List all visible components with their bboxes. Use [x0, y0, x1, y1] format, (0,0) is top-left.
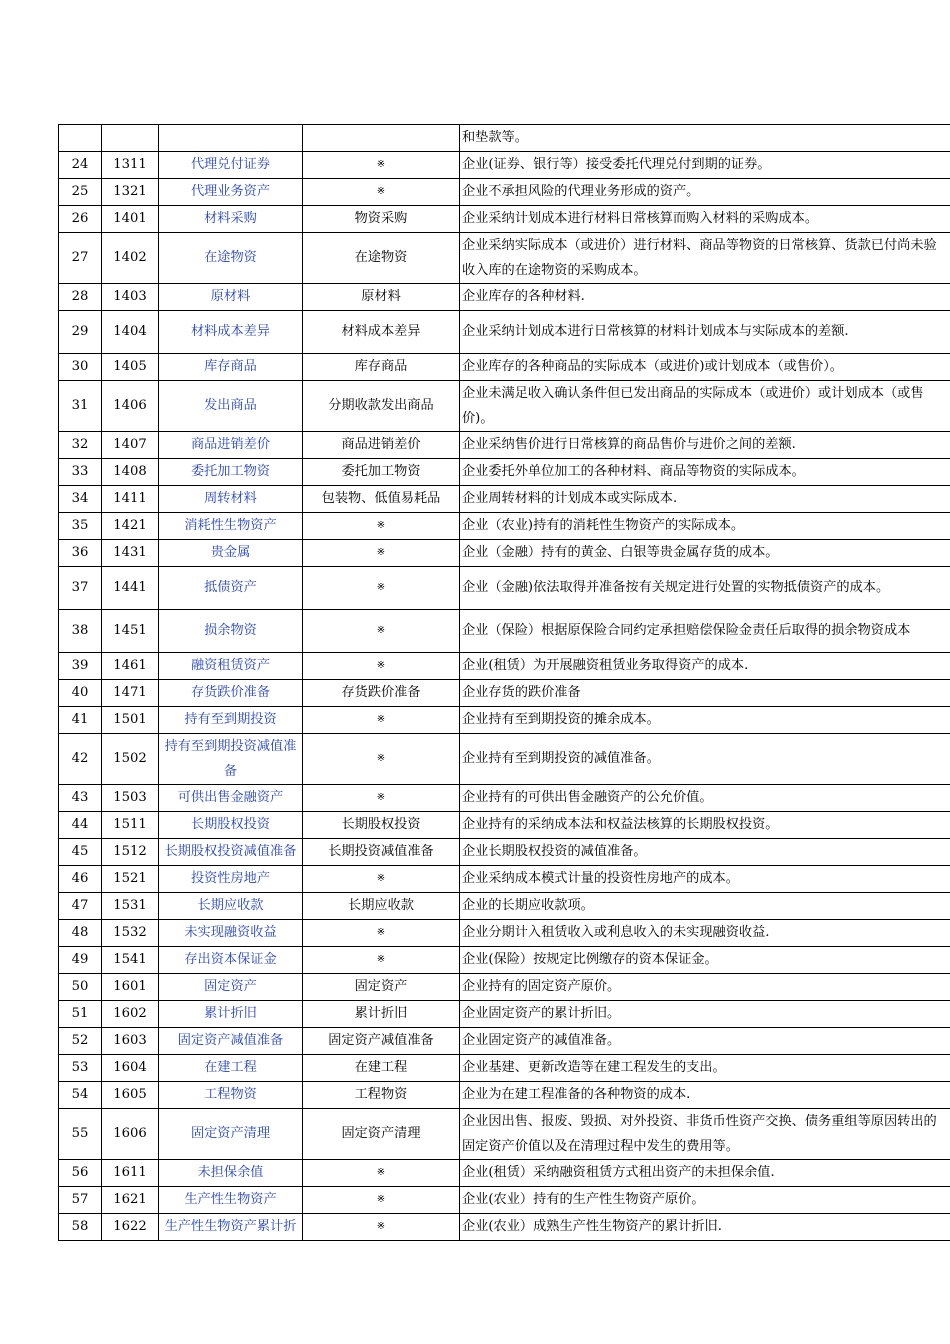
account-description: 企业持有至到期投资的摊余成本。 [460, 707, 950, 734]
account-name: 抵债资产 [159, 567, 303, 610]
row-number: 56 [59, 1160, 102, 1187]
account-name: 代理兑付证券 [159, 152, 303, 179]
account-code: 1451 [102, 610, 159, 653]
account-description: 企业(保险）按规定比例缴存的资本保证金。 [460, 947, 950, 974]
account-name: 存货跌价准备 [159, 680, 303, 707]
account-name: 持有至到期投资 [159, 707, 303, 734]
account-code: 1503 [102, 785, 159, 812]
old-account-name: ※ [303, 734, 460, 785]
account-code: 1603 [102, 1028, 159, 1055]
old-account-name: 长期股权投资 [303, 812, 460, 839]
old-account-name: 库存商品 [303, 354, 460, 381]
account-name [159, 125, 303, 152]
account-name: 在建工程 [159, 1055, 303, 1082]
account-name: 工程物资 [159, 1082, 303, 1109]
account-description: 企业委托外单位加工的各种材料、商品等物资的实际成本。 [460, 459, 950, 486]
account-description: 企业库存的各种材料. [460, 284, 950, 311]
account-name: 发出商品 [159, 381, 303, 432]
account-code: 1602 [102, 1001, 159, 1028]
row-number: 48 [59, 920, 102, 947]
account-code: 1604 [102, 1055, 159, 1082]
account-description: 企业固定资产的减值准备。 [460, 1028, 950, 1055]
old-account-name: ※ [303, 567, 460, 610]
old-account-name: ※ [303, 610, 460, 653]
table-row [59, 866, 950, 893]
account-name: 固定资产清理 [159, 1109, 303, 1160]
account-description: 企业库存的各种商品的实际成本（或进价)或计划成本（或售价）。 [460, 354, 950, 381]
account-description: 企业长期股权投资的减值准备。 [460, 839, 950, 866]
row-number: 41 [59, 707, 102, 734]
account-code: 1501 [102, 707, 159, 734]
old-account-name: 包装物、低值易耗品 [303, 486, 460, 513]
account-description: 和垫款等。 [460, 125, 950, 152]
table-row [59, 486, 950, 513]
old-account-name: 商品进销差价 [303, 432, 460, 459]
table-row [59, 785, 950, 812]
table-row [59, 920, 950, 947]
account-name: 固定资产 [159, 974, 303, 1001]
old-account-name: 在建工程 [303, 1055, 460, 1082]
row-number: 35 [59, 513, 102, 540]
row-number: 57 [59, 1187, 102, 1214]
account-code: 1321 [102, 179, 159, 206]
old-account-name: 固定资产清理 [303, 1109, 460, 1160]
row-number: 58 [59, 1214, 102, 1241]
account-code: 1621 [102, 1187, 159, 1214]
account-code: 1606 [102, 1109, 159, 1160]
old-account-name: 长期投资减值准备 [303, 839, 460, 866]
account-code: 1511 [102, 812, 159, 839]
old-account-name: ※ [303, 653, 460, 680]
account-description: 企业存货的跌价准备 [460, 680, 950, 707]
account-name: 投资性房地产 [159, 866, 303, 893]
account-description: 企业（金融）持有的黄金、白银等贵金属存货的成本。 [460, 540, 950, 567]
row-number: 53 [59, 1055, 102, 1082]
account-code: 1403 [102, 284, 159, 311]
table-row [59, 1001, 950, 1028]
table-row [59, 1055, 950, 1082]
row-number: 47 [59, 893, 102, 920]
accounts-table [58, 124, 950, 1241]
account-description: 企业采纳实际成本（或进价）进行材料、商品等物资的日常核算、货款已付尚未验收入库的在途物资的采购成本。 [460, 233, 950, 284]
account-code: 1471 [102, 680, 159, 707]
row-number: 32 [59, 432, 102, 459]
old-account-name: ※ [303, 179, 460, 206]
account-name: 可供出售金融资产 [159, 785, 303, 812]
row-number: 50 [59, 974, 102, 1001]
account-description: 企业周转材料的计划成本或实际成本. [460, 486, 950, 513]
old-account-name: 存货跌价准备 [303, 680, 460, 707]
account-code: 1541 [102, 947, 159, 974]
row-number: 38 [59, 610, 102, 653]
old-account-name: ※ [303, 1187, 460, 1214]
account-code: 1512 [102, 839, 159, 866]
table-row [59, 152, 950, 179]
table-row [59, 540, 950, 567]
account-code: 1531 [102, 893, 159, 920]
table-row [59, 513, 950, 540]
table-row [59, 610, 950, 653]
account-name: 存出资本保证金 [159, 947, 303, 974]
row-number: 40 [59, 680, 102, 707]
row-number: 45 [59, 839, 102, 866]
old-account-name: ※ [303, 1214, 460, 1241]
accounts-table-body [59, 125, 950, 1241]
account-description: 企业持有的采纳成本法和权益法核算的长期股权投资。 [460, 812, 950, 839]
table-row [59, 567, 950, 610]
row-number: 29 [59, 311, 102, 354]
account-description: 企业采纳成本模式计量的投资性房地产的成本。 [460, 866, 950, 893]
old-account-name: 固定资产 [303, 974, 460, 1001]
row-number: 44 [59, 812, 102, 839]
account-name: 材料成本差异 [159, 311, 303, 354]
account-description: 企业（农业)持有的消耗性生物资产的实际成本。 [460, 513, 950, 540]
table-row [59, 354, 950, 381]
old-account-name: ※ [303, 920, 460, 947]
row-number: 24 [59, 152, 102, 179]
account-code: 1421 [102, 513, 159, 540]
old-account-name: ※ [303, 866, 460, 893]
table-row [59, 179, 950, 206]
account-name: 生产性生物资产累计折 [159, 1214, 303, 1241]
table-row [59, 381, 950, 432]
account-code: 1441 [102, 567, 159, 610]
account-code: 1407 [102, 432, 159, 459]
table-row [59, 947, 950, 974]
account-name: 委托加工物资 [159, 459, 303, 486]
row-number: 52 [59, 1028, 102, 1055]
row-number: 37 [59, 567, 102, 610]
account-description: 企业不承担风险的代理业务形成的资产。 [460, 179, 950, 206]
account-code: 1461 [102, 653, 159, 680]
account-code: 1404 [102, 311, 159, 354]
account-description: 企业采纳计划成本进行材料日常核算而购入材料的采购成本。 [460, 206, 950, 233]
row-number: 42 [59, 734, 102, 785]
table-row [59, 284, 950, 311]
account-code: 1611 [102, 1160, 159, 1187]
old-account-name: ※ [303, 707, 460, 734]
row-number: 26 [59, 206, 102, 233]
account-name: 持有至到期投资减值准备 [159, 734, 303, 785]
account-description: 企业持有的固定资产原价。 [460, 974, 950, 1001]
account-name: 周转材料 [159, 486, 303, 513]
account-description: 企业(证券、银行等）接受委托代理兑付到期的证券。 [460, 152, 950, 179]
old-account-name: ※ [303, 785, 460, 812]
account-name: 商品进销差价 [159, 432, 303, 459]
table-row [59, 1187, 950, 1214]
account-description: 企业基建、更新改造等在建工程发生的支出。 [460, 1055, 950, 1082]
old-account-name: 材料成本差异 [303, 311, 460, 354]
old-account-name: 分期收款发出商品 [303, 381, 460, 432]
table-row [59, 311, 950, 354]
table-row [59, 1214, 950, 1241]
table-row [59, 839, 950, 866]
table-row [59, 734, 950, 785]
account-description: 企业分期计入租赁收入或利息收入的未实现融资收益. [460, 920, 950, 947]
account-description: 企业未满足收入确认条件但已发出商品的实际成本（或进价）或计划成本（或售价)。 [460, 381, 950, 432]
row-number: 55 [59, 1109, 102, 1160]
account-code: 1408 [102, 459, 159, 486]
account-code: 1411 [102, 486, 159, 513]
account-description: 企业(租赁）为开展融资租赁业务取得资产的成本. [460, 653, 950, 680]
account-code: 1402 [102, 233, 159, 284]
account-code [102, 125, 159, 152]
account-description: 企业(农业）成熟生产性生物资产的累计折旧. [460, 1214, 950, 1241]
account-code: 1431 [102, 540, 159, 567]
account-description: 企业的长期应收款项。 [460, 893, 950, 920]
table-row [59, 1109, 950, 1160]
account-description: 企业(农业）持有的生产性生物资产原价。 [460, 1187, 950, 1214]
account-code: 1521 [102, 866, 159, 893]
table-row [59, 812, 950, 839]
account-name: 未实现融资收益 [159, 920, 303, 947]
table-row [59, 233, 950, 284]
account-code: 1532 [102, 920, 159, 947]
row-number: 39 [59, 653, 102, 680]
old-account-name: ※ [303, 947, 460, 974]
account-name: 长期股权投资减值准备 [159, 839, 303, 866]
row-number: 27 [59, 233, 102, 284]
account-name: 原材料 [159, 284, 303, 311]
account-description: 企业（金融)依法取得并准备按有关规定进行处置的实物抵债资产的成本。 [460, 567, 950, 610]
account-code: 1605 [102, 1082, 159, 1109]
old-account-name: 物资采购 [303, 206, 460, 233]
account-description: 企业采纳计划成本进行日常核算的材料计划成本与实际成本的差额. [460, 311, 950, 354]
account-name: 代理业务资产 [159, 179, 303, 206]
account-code: 1311 [102, 152, 159, 179]
account-name: 材料采购 [159, 206, 303, 233]
row-number: 51 [59, 1001, 102, 1028]
table-row [59, 1028, 950, 1055]
row-number: 25 [59, 179, 102, 206]
account-code: 1622 [102, 1214, 159, 1241]
old-account-name: 在途物资 [303, 233, 460, 284]
table-row [59, 459, 950, 486]
table-row [59, 707, 950, 734]
old-account-name: ※ [303, 513, 460, 540]
row-number: 36 [59, 540, 102, 567]
old-account-name: 累计折旧 [303, 1001, 460, 1028]
account-description: 企业因出售、报废、毁损、对外投资、非货币性资产交换、债务重组等原因转出的固定资产价值以及在清理过程中发生的费用等。 [460, 1109, 950, 1160]
account-name: 贵金属 [159, 540, 303, 567]
account-description: 企业采纳售价进行日常核算的商品售价与进价之间的差额. [460, 432, 950, 459]
account-code: 1405 [102, 354, 159, 381]
account-name: 消耗性生物资产 [159, 513, 303, 540]
account-name: 长期应收款 [159, 893, 303, 920]
row-number: 33 [59, 459, 102, 486]
old-account-name: 固定资产减值准备 [303, 1028, 460, 1055]
row-number: 49 [59, 947, 102, 974]
old-account-name: ※ [303, 152, 460, 179]
old-account-name [303, 125, 460, 152]
account-name: 在途物资 [159, 233, 303, 284]
account-name: 库存商品 [159, 354, 303, 381]
account-code: 1601 [102, 974, 159, 1001]
table-row [59, 206, 950, 233]
account-name: 累计折旧 [159, 1001, 303, 1028]
account-name: 损余物资 [159, 610, 303, 653]
row-number: 34 [59, 486, 102, 513]
account-name: 固定资产减值准备 [159, 1028, 303, 1055]
old-account-name: ※ [303, 540, 460, 567]
account-code: 1502 [102, 734, 159, 785]
account-code: 1401 [102, 206, 159, 233]
table-row [59, 653, 950, 680]
row-number: 28 [59, 284, 102, 311]
account-description: 企业持有至到期投资的减值准备。 [460, 734, 950, 785]
account-description: 企业（保险）根据原保险合同约定承担赔偿保险金责任后取得的损余物资成本 [460, 610, 950, 653]
table-row [59, 893, 950, 920]
row-number: 30 [59, 354, 102, 381]
old-account-name: 原材料 [303, 284, 460, 311]
row-number: 43 [59, 785, 102, 812]
account-description: 企业为在建工程准备的各种物资的成本. [460, 1082, 950, 1109]
account-name: 生产性生物资产 [159, 1187, 303, 1214]
account-description: 企业(租赁）采纳融资租赁方式租出资产的未担保余值. [460, 1160, 950, 1187]
old-account-name: 委托加工物资 [303, 459, 460, 486]
old-account-name: 工程物资 [303, 1082, 460, 1109]
account-description: 企业固定资产的累计折旧。 [460, 1001, 950, 1028]
table-row [59, 974, 950, 1001]
account-name: 融资租赁资产 [159, 653, 303, 680]
old-account-name: ※ [303, 1160, 460, 1187]
table-row [59, 432, 950, 459]
table-row [59, 1082, 950, 1109]
row-number: 46 [59, 866, 102, 893]
account-name: 未担保余值 [159, 1160, 303, 1187]
account-description: 企业持有的可供出售金融资产的公允价值。 [460, 785, 950, 812]
row-number [59, 125, 102, 152]
row-number: 54 [59, 1082, 102, 1109]
row-number: 31 [59, 381, 102, 432]
table-row [59, 1160, 950, 1187]
account-name: 长期股权投资 [159, 812, 303, 839]
table-row [59, 680, 950, 707]
account-code: 1406 [102, 381, 159, 432]
old-account-name: 长期应收款 [303, 893, 460, 920]
table-row [59, 125, 950, 152]
